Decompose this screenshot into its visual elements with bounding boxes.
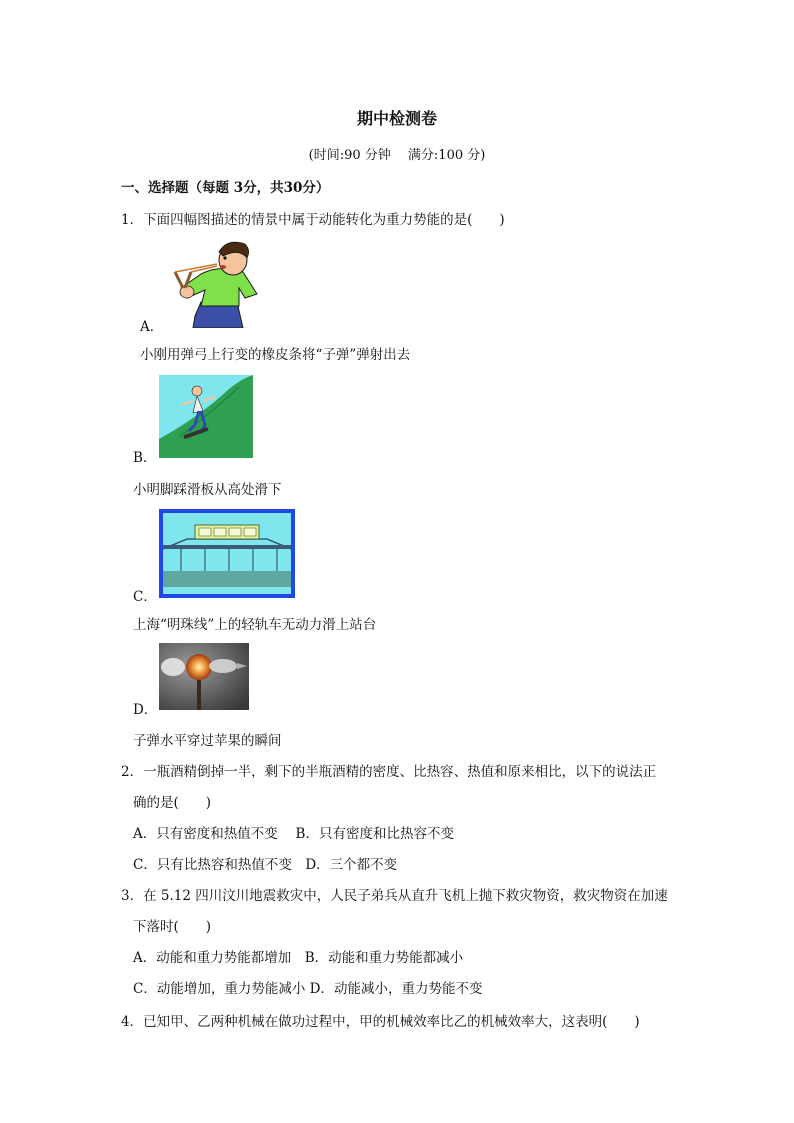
- option-b-caption: 小明脚踩滑板从高处滑下: [133, 482, 282, 498]
- section-heading: 一、选择题（每题 3分，共30分）: [121, 180, 330, 196]
- question-3-options-row1: A．动能和重力势能都增加 B．动能和重力势能都减小: [133, 950, 464, 966]
- option-a-letter: A．: [140, 319, 164, 335]
- question-2-stem-line2: 确的是( ): [133, 795, 212, 811]
- page-title: 期中检测卷: [356, 109, 437, 128]
- question-2-options-row1: A．只有密度和热值不变 B．只有密度和比热容不变: [133, 826, 454, 842]
- slingshot-boy-image: [165, 236, 265, 328]
- question-3-stem-line1: 3．在 5.12 四川汶川地震救灾中，人民子弟兵从直升飞机上抛下救灾物资，救灾物资在加速: [121, 888, 668, 904]
- question-2-stem-line1: 2．一瓶酒精倒掉一半，剩下的半瓶酒精的密度、比热容、热值和原来相比，以下的说法正: [121, 764, 657, 780]
- question-1-stem: 1．下面四幅图描述的情景中属于动能转化为重力势能的是( ): [121, 212, 505, 228]
- option-d-letter: D．: [133, 702, 158, 718]
- option-c-caption: 上海“明珠线”上的轻轨车无动力滑上站台: [133, 617, 377, 633]
- option-a-caption: 小刚用弹弓上行变的橡皮条将“子弹”弹射出去: [140, 347, 411, 363]
- option-b-letter: B．: [133, 450, 157, 466]
- light-rail-station-image: [159, 509, 295, 598]
- question-3-options-row2: C．动能增加，重力势能减小 D．动能减小，重力势能不变: [133, 981, 483, 997]
- skateboard-image: [159, 375, 253, 458]
- option-c-letter: C．: [133, 589, 157, 605]
- option-d-caption: 子弹水平穿过苹果的瞬间: [133, 733, 282, 749]
- question-3-stem-line2: 下落时( ): [133, 919, 212, 935]
- bullet-apple-image: [159, 643, 249, 710]
- question-4-stem: 4．已知甲、乙两种机械在做功过程中，甲的机械效率比乙的机械效率大，这表明( ): [121, 1014, 640, 1030]
- exam-info: (时间:90 分钟 满分:100 分): [308, 148, 486, 163]
- question-2-options-row2: C．只有比热容和热值不变 D．三个都不变: [133, 857, 398, 873]
